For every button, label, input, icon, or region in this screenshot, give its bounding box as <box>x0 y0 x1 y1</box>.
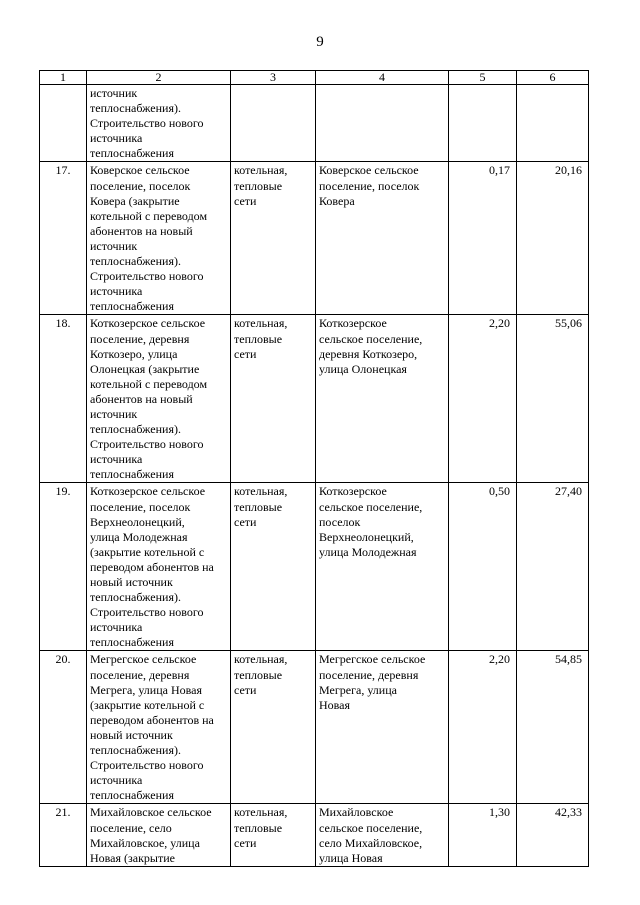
column-header: 3 <box>231 71 316 85</box>
row-value-6: 20,16 <box>517 162 589 315</box>
row-description: Коткозерское сельское поселение, поселок Верхнеолонецкий, улица Молодежная (закрытие котельной с переводом абонентов на новый источник теплоснабжения). Строительство нового источника теплоснабжения <box>87 483 231 651</box>
row-value-6: 27,40 <box>517 483 589 651</box>
column-header: 6 <box>517 71 589 85</box>
column-header: 4 <box>316 71 449 85</box>
row-type <box>231 85 316 162</box>
row-number: 18. <box>40 315 87 483</box>
row-description: источник теплоснабжения). Строительство нового источника теплоснабжения <box>87 85 231 162</box>
page-number: 9 <box>316 34 324 50</box>
row-location: Мегрегское сельское поселение, деревня Мегрега, улица Новая <box>316 651 449 804</box>
row-value-5: 1,30 <box>449 804 517 866</box>
row-description: Мегрегское сельское поселение, деревня Мегрега, улица Новая (закрытие котельной с переводом абонентов на новый источник теплоснабжения). Строительство нового источника теплоснабжения <box>87 651 231 804</box>
table-row <box>40 162 589 315</box>
data-table <box>39 70 589 867</box>
row-location: Коткозерское сельское поселение, поселок Верхнеолонецкий, улица Молодежная <box>316 483 449 651</box>
row-description: Михайловское сельское поселение, село Михайловское, улица Новая (закрытие <box>87 804 231 866</box>
row-type: котельная, тепловые сети <box>231 315 316 483</box>
table-row <box>40 315 589 483</box>
row-location: Михайловское сельское поселение, село Михайловское, улица Новая <box>316 804 449 866</box>
table-row <box>40 85 589 162</box>
table-row <box>40 651 589 804</box>
row-type: котельная, тепловые сети <box>231 804 316 866</box>
row-value-5: 2,20 <box>449 315 517 483</box>
row-number <box>40 85 87 162</box>
row-value-6: 54,85 <box>517 651 589 804</box>
row-value-5: 0,50 <box>449 483 517 651</box>
column-header: 2 <box>87 71 231 85</box>
row-location <box>316 85 449 162</box>
table-row <box>40 804 589 866</box>
row-location: Коверское сельское поселение, поселок Ковера <box>316 162 449 315</box>
row-value-6: 55,06 <box>517 315 589 483</box>
row-number: 20. <box>40 651 87 804</box>
row-value-5: 2,20 <box>449 651 517 804</box>
row-location: Коткозерское сельское поселение, деревня Коткозеро, улица Олонецкая <box>316 315 449 483</box>
row-description: Коверское сельское поселение, поселок Ковера (закрытие котельной с переводом абонентов на новый источник теплоснабжения). Строительство нового источника теплоснабжения <box>87 162 231 315</box>
row-value-6: 42,33 <box>517 804 589 866</box>
column-header: 5 <box>449 71 517 85</box>
column-header: 1 <box>40 71 87 85</box>
row-type: котельная, тепловые сети <box>231 162 316 315</box>
row-number: 19. <box>40 483 87 651</box>
row-value-5: 0,17 <box>449 162 517 315</box>
row-number: 21. <box>40 804 87 866</box>
row-number: 17. <box>40 162 87 315</box>
row-type: котельная, тепловые сети <box>231 483 316 651</box>
header-row <box>40 71 589 85</box>
table-row <box>40 483 589 651</box>
row-value-5 <box>449 85 517 162</box>
row-type: котельная, тепловые сети <box>231 651 316 804</box>
row-description: Коткозерское сельское поселение, деревня Коткозеро, улица Олонецкая (закрытие котельной с переводом абонентов на новый источник теплоснабжения). Строительство нового источника теплоснабжения <box>87 315 231 483</box>
row-value-6 <box>517 85 589 162</box>
